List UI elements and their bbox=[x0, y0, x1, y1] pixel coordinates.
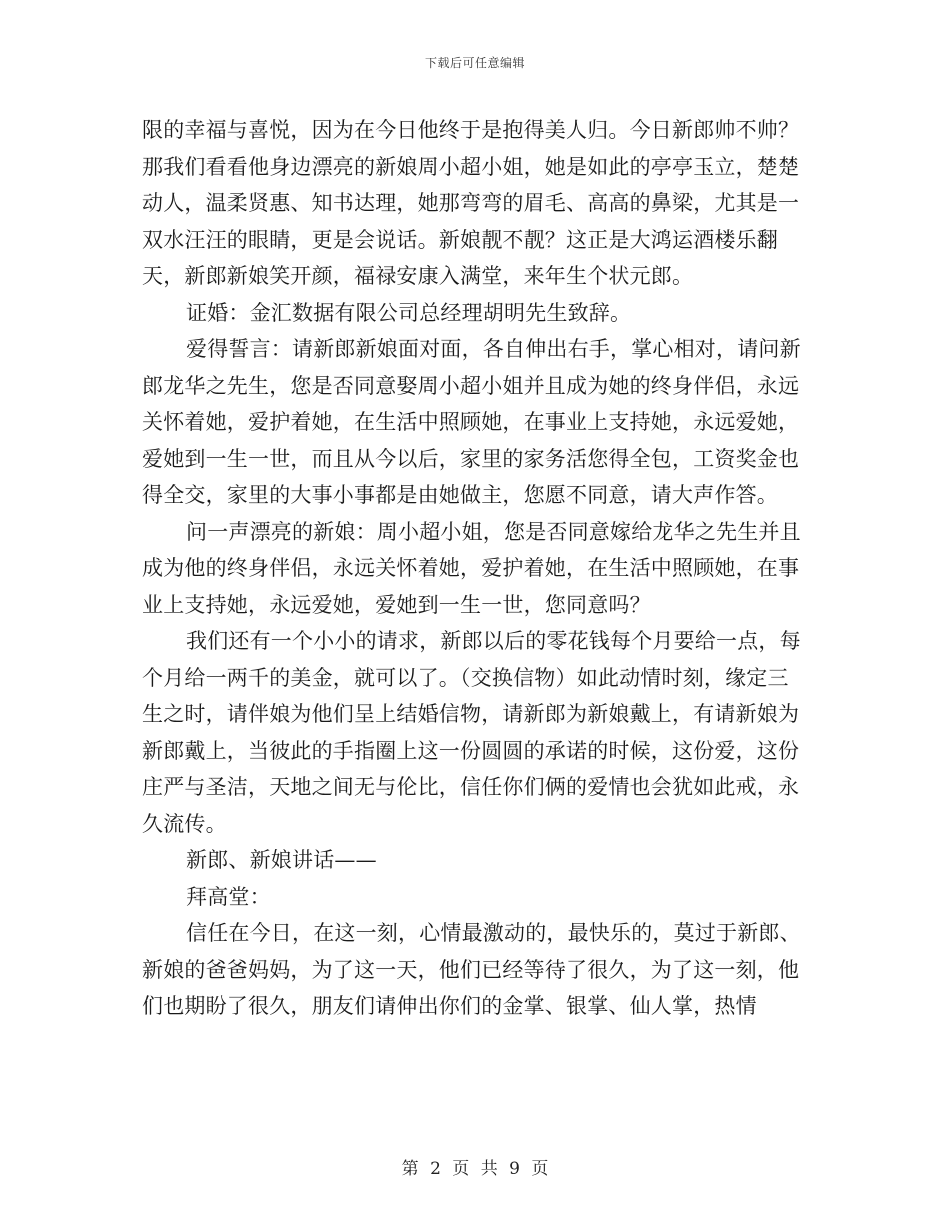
paragraph-8: 信任在今日，在这一刻，心情最激动的，最快乐的，莫过于新郎、新娘的爸爸妈妈，为了这一天，他们已经等待了很久，为了这一刻，他们也期盼了很久，朋友们请伸出你们的金掌、银掌、仙人掌，热情 bbox=[142, 921, 801, 1018]
paragraph-4: 问一声漂亮的新娘：周小超小姐，您是否同意嫁给龙华之先生并且成为他的终身伴侣，永远关怀着她，爱护着她，在生活中照顾她，在事业上支持她，永远爱她，爱她到一生一世，您同意吗？ bbox=[142, 519, 801, 617]
paragraph-1: 限的幸福与喜悦，因为在今日他终于是抱得美人归。今日新郎帅不帅？那我们看看他身边漂亮的新娘周小超小姐，她是如此的亭亭玉立，楚楚动人，温柔贤惠、知书达理，她那弯弯的眉毛、高高的鼻梁，尤其是一双水汪汪的眼睛，更是会说话。新娘靓不靓？这正是大鸿运酒楼乐翻天，新郎新娘笑开颜，福禄安康入满堂，来年生个状元郎。 bbox=[142, 118, 800, 288]
body-text bbox=[142, 112, 807, 1025]
paragraph-6: 新郎、新娘讲话—— bbox=[186, 848, 377, 872]
page-footer: 第 2 页 共 9 页 bbox=[401, 1159, 549, 1179]
paragraph-7: 拜高堂： bbox=[186, 884, 271, 909]
page-header: 下载后可任意编辑 bbox=[424, 56, 525, 70]
paragraph-5: 我们还有一个小小的请求，新郎以后的零花钱每个月要给一点，每个月给一两千的美金，就可以了。（交换信物）如此动情时刻，缘定三生之时，请伴娘为他们呈上结婚信物，请新郎为新娘戴上，有请新娘为新郎戴上，当彼此的手指圈上这一份圆圆的承诺的时候，这份爱，这份庄严与圣洁，天地之间无与伦比，信任你们俩的爱情也会犹如此戒，永久流传。 bbox=[142, 629, 801, 836]
paragraph-3: 爱得誓言：请新郎新娘面对面，各自伸出右手，掌心相对，请问新郎龙华之先生，您是否同意娶周小超小姐并且成为她的终身伴侣，永远关怀着她，爱护着她，在生活中照顾她，在事业上支持她，永远爱她，爱她到一生一世，而且从今以后，家里的家务活您得全包，工资奖金也得全交，家里的大事小事都是由她做主，您愿不同意，请大声作答。 bbox=[142, 337, 801, 507]
paragraph-2: 证婚：金汇数据有限公司总经理胡明先生致辞。 bbox=[186, 300, 632, 325]
